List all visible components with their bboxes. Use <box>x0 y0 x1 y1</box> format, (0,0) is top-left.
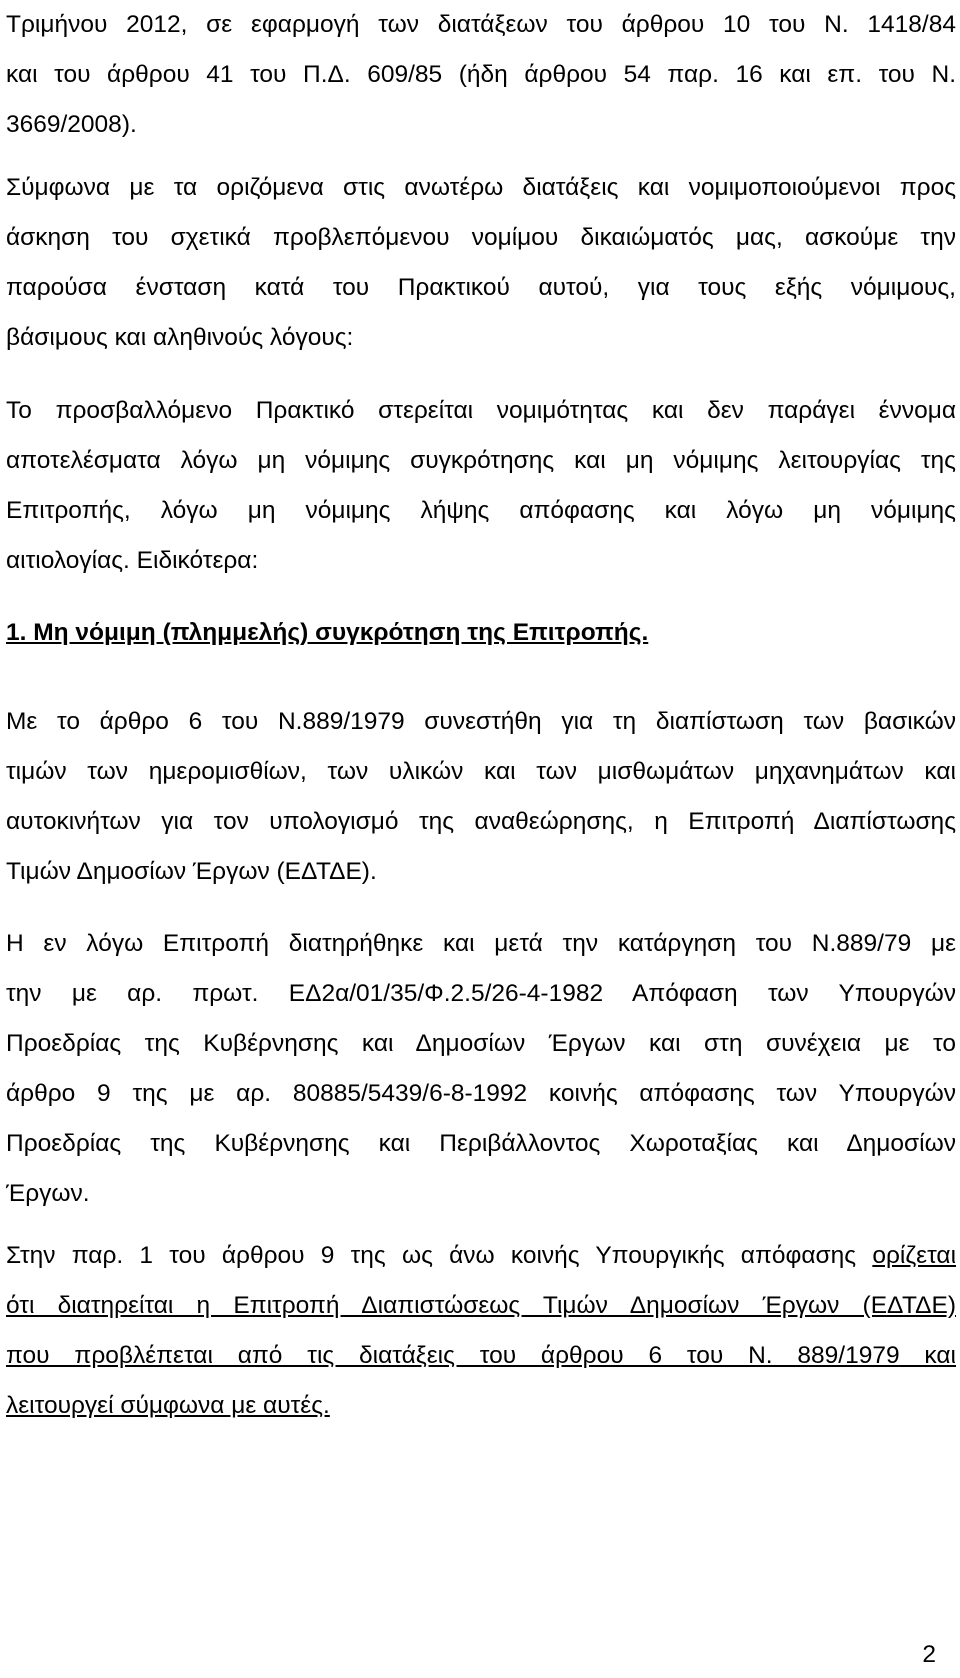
text-line: Έργων. <box>6 1180 90 1207</box>
text-line: την με αρ. πρωτ. ΕΔ2α/01/35/Φ.2.5/26-4-1982 Απόφαση των Υπουργών <box>6 980 956 1007</box>
text-line: Τιμών Δημοσίων Έργων (ΕΔΤΔΕ). <box>6 858 377 885</box>
text-line: Επιτροπής, λόγω μη νόμιμης λήψης απόφασης και λόγω μη νόμιμης <box>6 497 956 524</box>
paragraph-committee-retention <box>6 919 956 1219</box>
text-line: τιμών των ημερομισθίων, των υλικών και των μισθωμάτων μηχανημάτων και <box>6 758 956 785</box>
page-number: 2 <box>922 1641 936 1668</box>
heading-text: 1. Μη νόμιμη (πλημμελής) συγκρότηση της Επιτροπής. <box>6 619 649 646</box>
text-line: 3669/2008). <box>6 111 137 138</box>
text-line: Προεδρίας της Κυβέρνησης και Δημοσίων Έργων και στη συνέχεια με το <box>6 1030 956 1057</box>
underlined-line: λειτουργεί σύμφωνα με αυτές. <box>6 1392 330 1419</box>
text-line: βάσιμους και αληθινούς λόγους: <box>6 324 354 351</box>
paragraph-ministerial-decision <box>6 1231 956 1431</box>
text-line: Με το άρθρο 6 του Ν.889/1979 συνεστήθη για τη διαπίστωση των βασικών <box>6 708 956 735</box>
text-line: Τριμήνου 2012, σε εφαρμογή των διατάξεων του άρθρου 10 του Ν. 1418/84 <box>6 11 956 38</box>
text-line: και του άρθρου 41 του Π.Δ. 609/85 (ήδη άρθρου 54 παρ. 16 και επ. του Ν. <box>6 61 956 88</box>
text-line: Προεδρίας της Κυβέρνησης και Περιβάλλοντος Χωροταξίας και Δημοσίων <box>6 1130 956 1157</box>
paragraph-committee-establishment <box>6 697 956 897</box>
text-line: άρθρο 9 της με αρ. 80885/5439/6-8-1992 κοινής απόφασης των Υπουργών <box>6 1080 956 1107</box>
underlined-text: ορίζεται <box>872 1242 957 1269</box>
text-line <box>6 1231 956 1281</box>
text-line: αυτοκινήτων για τον υπολογισμό της αναθεώρησης, η Επιτροπή Διαπίστωσης <box>6 808 956 835</box>
text-line: παρούσα ένσταση κατά του Πρακτικού αυτού, για τους εξής νόμιμους, <box>6 274 956 301</box>
underlined-line: που προβλέπεται από τις διατάξεις του άρθρου 6 του Ν. 889/1979 και <box>6 1342 956 1369</box>
text-line: αποτελέσματα λόγω μη νόμιμης συγκρότησης και μη νόμιμης λειτουργίας της <box>6 447 956 474</box>
paragraph-objection <box>6 163 956 363</box>
text-line: Σύμφωνα με τα οριζόμενα στις ανωτέρω διατάξεις και νομιμοποιούμενοι προς <box>6 174 956 201</box>
text-line: άσκηση του σχετικά προβλεπόμενου νομίμου δικαιώματός μας, ασκούμε την <box>6 224 956 251</box>
paragraph-intro <box>6 0 956 150</box>
underlined-line: ότι διατηρείται η Επιτροπή Διαπιστώσεως Τιμών Δημοσίων Έργων (ΕΔΤΔΕ) <box>6 1292 956 1319</box>
paragraph-legality <box>6 386 956 586</box>
section-heading <box>6 608 956 658</box>
text-line: αιτιολογίας. Ειδικότερα: <box>6 547 259 574</box>
text-line: Η εν λόγω Επιτροπή διατηρήθηκε και μετά την κατάργηση του Ν.889/79 με <box>6 930 956 957</box>
plain-text: Στην παρ. 1 του άρθρου 9 της ως άνω κοινής Υπουργικής απόφασης <box>6 1242 857 1269</box>
text-line: Το προσβαλλόμενο Πρακτικό στερείται νομιμότητας και δεν παράγει έννομα <box>6 397 956 424</box>
